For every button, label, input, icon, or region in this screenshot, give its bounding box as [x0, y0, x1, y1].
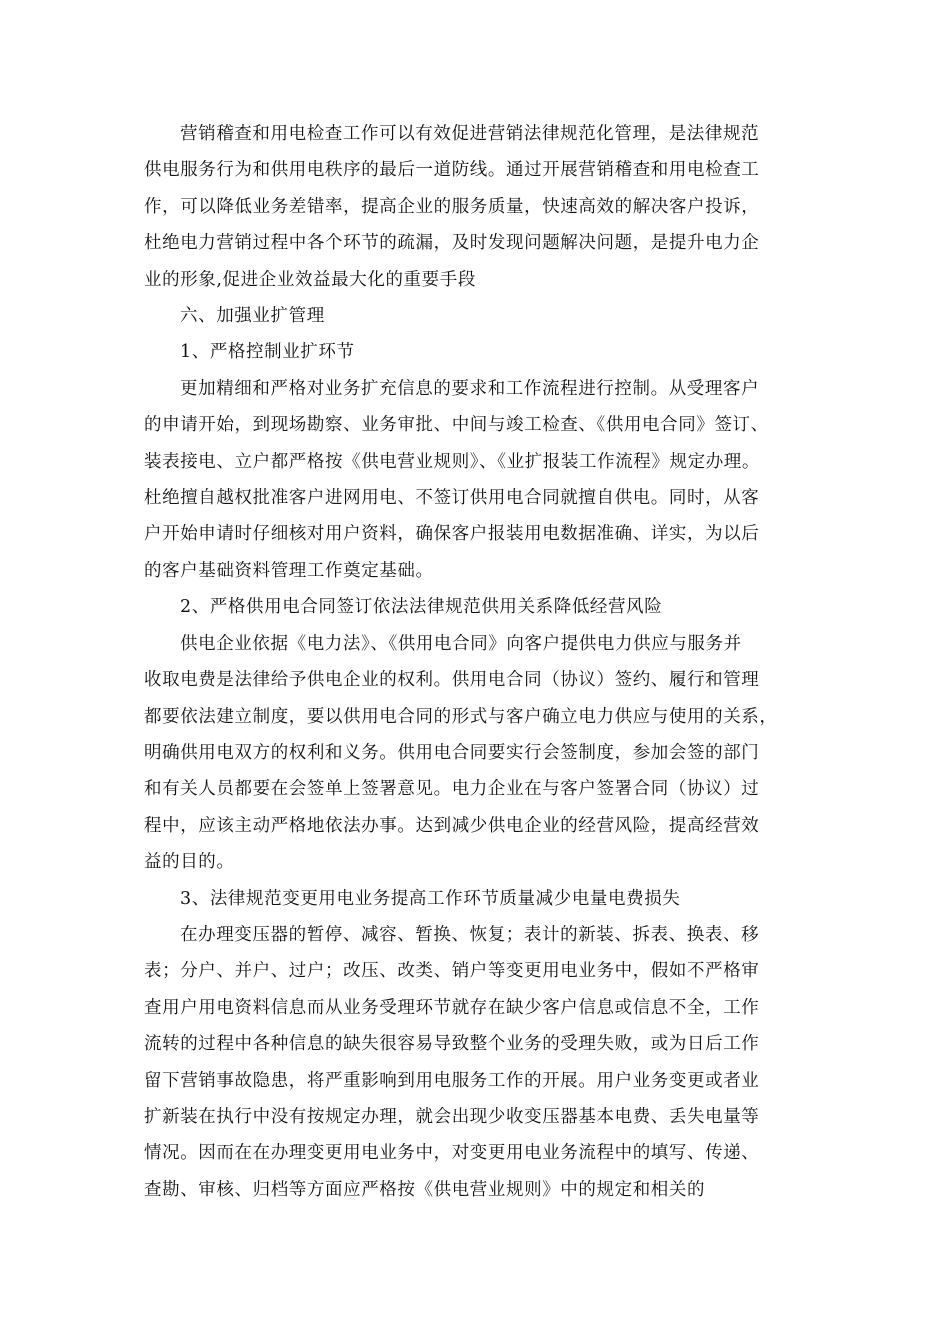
- text-line: 装表接电、立户都严格按《供电营业规则》、《业扩报装工作流程》规定办理。: [144, 451, 760, 472]
- subsection-heading: [144, 881, 804, 917]
- text-line: 表；分户、并户、过户；改压、改类、销户等变更用电业务中，假如不严格审: [144, 961, 760, 982]
- text-line: 和有关人员都要在会签单上签署意见。电力企业在与客户签署合同（协议）过: [144, 779, 760, 800]
- section-heading: [144, 298, 804, 334]
- text-line: 情况。因而在在办理变更用电业务中，对变更用电业务流程中的填写、传递、: [144, 1143, 760, 1164]
- text-line: 业的形象,促进企业效益最大化的重要手段: [144, 269, 476, 290]
- text-line: 程中，应该主动严格地依法办事。达到减少供电企业的经营风险，提高经营效: [144, 815, 760, 836]
- document-page: [144, 116, 804, 1208]
- paragraph-change-business: [144, 917, 804, 1208]
- text-line: 杜绝电力营销过程中各个环节的疏漏，及时发现问题解决问题，是提升电力企: [144, 233, 760, 254]
- text-line: 扩新装在执行中没有按规定办理，就会出现少收变压器基本电费、丢失电量等: [144, 1106, 760, 1127]
- paragraph-contract: [144, 626, 804, 881]
- text-line: 供电企业依据《电力法》、《供用电合同》向客户提供电力供应与服务并: [180, 633, 742, 654]
- text-line: 户开始申请时仔细核对用户资料，确保客户报装用电数据准确、详实，为以后: [144, 524, 760, 545]
- heading-line: 六、加强业扩管理: [180, 306, 325, 327]
- text-line: 营销稽查和用电检查工作可以有效促进营销法律规范化管理，是法律规范: [180, 124, 760, 144]
- heading-line: 2、严格供用电合同签订依法法律规范供用关系降低经营风险: [180, 597, 663, 618]
- text-line: 查勘、审核、归档等方面应严格按《供电营业规则》中的规定和相关的: [144, 1179, 706, 1200]
- text-line: 供电服务行为和供用电秩序的最后一道防线。通过开展营销稽查和用电检查工: [144, 160, 760, 181]
- heading-line: 1、严格控制业扩环节: [180, 342, 355, 363]
- heading-line: 3、法律规范变更用电业务提高工作环节质量减少电量电费损失: [180, 888, 681, 909]
- text-line: 更加精细和严格对业务扩充信息的要求和工作流程进行控制。从受理客户: [180, 378, 760, 399]
- text-line: 的客户基础资料管理工作奠定基础。: [144, 560, 434, 581]
- subsection-heading: [144, 589, 804, 625]
- text-line: 查用户用电资料信息而从业务受理环节就存在缺少客户信息或信息不全，工作: [144, 997, 760, 1018]
- text-line: 都要依法建立制度，要以供用电合同的形式与客户确立电力供应与使用的关系，: [144, 706, 778, 727]
- text-line: 留下营销事故隐患，将严重影响到用电服务工作的开展。用户业务变更或者业: [144, 1070, 760, 1091]
- text-line: 收取电费是法律给予供电企业的权利。供用电合同（协议）签约、履行和管理: [144, 670, 760, 691]
- text-line: 作，可以降低业务差错率，提高企业的服务质量，快速高效的解决客户投诉，: [144, 196, 760, 217]
- text-line: 流转的过程中各种信息的缺失很容易导致整个业务的受理失败，或为日后工作: [144, 1034, 760, 1055]
- text-line: 在办理变压器的暂停、减容、暂换、恢复；表计的新装、拆表、换表、移: [180, 924, 760, 945]
- subsection-heading: [144, 334, 804, 370]
- text-line: 的申请开始，到现场勘察、业务审批、中间与竣工检查、《供用电合同》签订、: [144, 415, 769, 436]
- text-line: 明确供用电双方的权利和义务。供用电合同要实行会签制度，参加会签的部门: [144, 742, 760, 763]
- text-line: 杜绝擅自越权批准客户进网用电、不签订供用电合同就擅自供电。同时，从客: [144, 488, 760, 509]
- paragraph-audit-importance: [144, 116, 804, 298]
- text-line: 益的目的。: [144, 852, 235, 873]
- paragraph-expansion-control: [144, 371, 804, 589]
